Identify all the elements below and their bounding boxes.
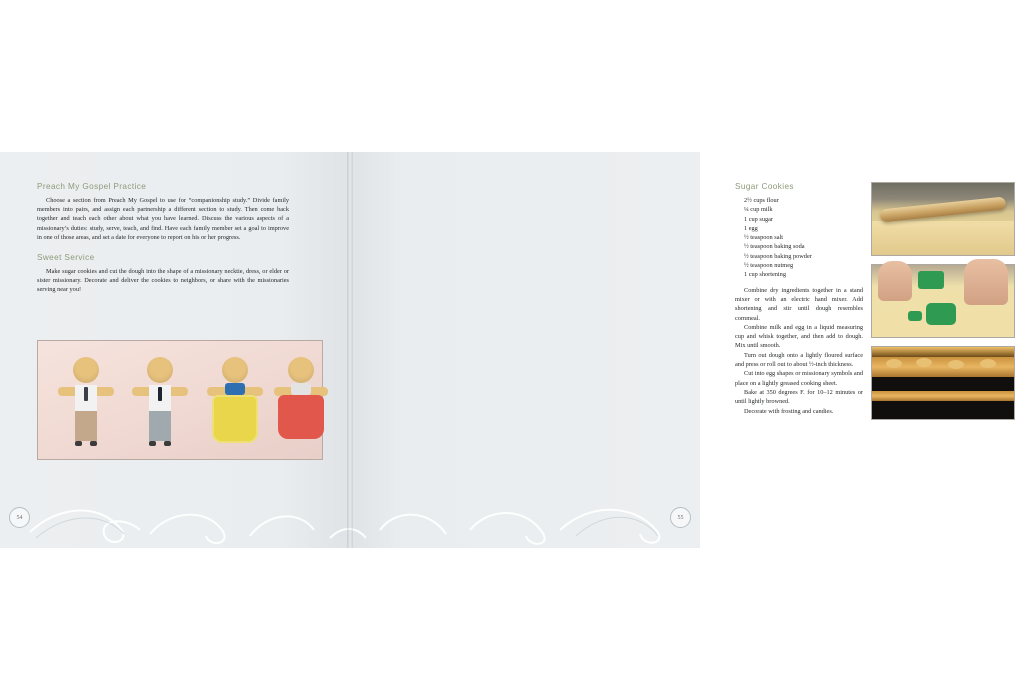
left-page-text-column [37,182,289,295]
list-item: ¼ cup milk [744,206,773,214]
recipe-title: Sugar Cookies [735,182,794,191]
missionary-cookies-photo [37,340,323,460]
recipe-step: Combine dry ingredients together in a stand mixer or with an electric hand mixer. Add shortening and stir until dough resembles cornmeal. [735,286,863,322]
recipe-photo-column [871,182,1013,428]
recipe-step: Cut into egg shapes or missionary symbols and place on a lightly greased cooking sheet. [735,370,863,387]
cookie-sister-1 [204,355,266,451]
page-number-left: 54 [9,507,30,528]
book-gutter [347,152,353,548]
cookie-elder-1 [56,355,116,451]
list-item: 1 egg [744,224,758,232]
list-item: ½ teaspoon baking soda [744,243,805,251]
list-item: ½ teaspoon baking powder [744,252,812,260]
list-item: 1 cup shortening [744,271,786,279]
section-heading-preach-my-gospel-practice: Preach My Gospel Practice [37,182,147,191]
recipe-step: Bake at 350 degrees F. for 10–12 minutes or until lightly browned. [735,388,863,406]
cookie-sister-2 [272,355,330,451]
list-item: ½ teaspoon salt [744,234,783,242]
list-item: 2½ cups flour [744,197,779,204]
ingredient-list [735,196,863,280]
paragraph-preach-my-gospel-practice: Choose a section from Preach My Gospel to use for “companionship study.” Divide family members into pairs, and assign each partnership a different section to study. Then come back together and teach each other about what you have learned. Discuss the various aspects of a missionary’s duties: study, serve, teach, and find. Have each family member set a goal to improve in one of those areas, and set a date for everyone to report on his or her progress. [37,197,289,241]
rolling-pin-dough-photo [871,182,1015,256]
page-number-right: 55 [670,507,691,528]
recipe-step: Combine milk and egg in a liquid measuring cup and whisk together, and then add to dough. Mix until smooth. [735,323,863,350]
section-heading-sweet-service: Sweet Service [37,253,95,263]
cookie-cutter-photo [871,264,1015,338]
recipe-column [735,182,863,416]
list-item: ½ teaspoon nutmeg [744,262,794,270]
list-item: 1 cup sugar [744,215,774,223]
recipe-step: Decorate with frosting and candies. [744,407,834,415]
cookie-elder-2 [130,355,190,451]
recipe-step: Turn out dough onto a lightly floured surface and press or roll out to about ½-inch thickness. [735,351,863,369]
oven-baking-photo [871,346,1015,420]
paragraph-sweet-service: Make sugar cookies and cut the dough into the shape of a missionary necktie, dress, or elder or sister missionary. Decorate and deliver the cookies to neighbors, or share with the missionaries serving near you! [37,268,289,294]
